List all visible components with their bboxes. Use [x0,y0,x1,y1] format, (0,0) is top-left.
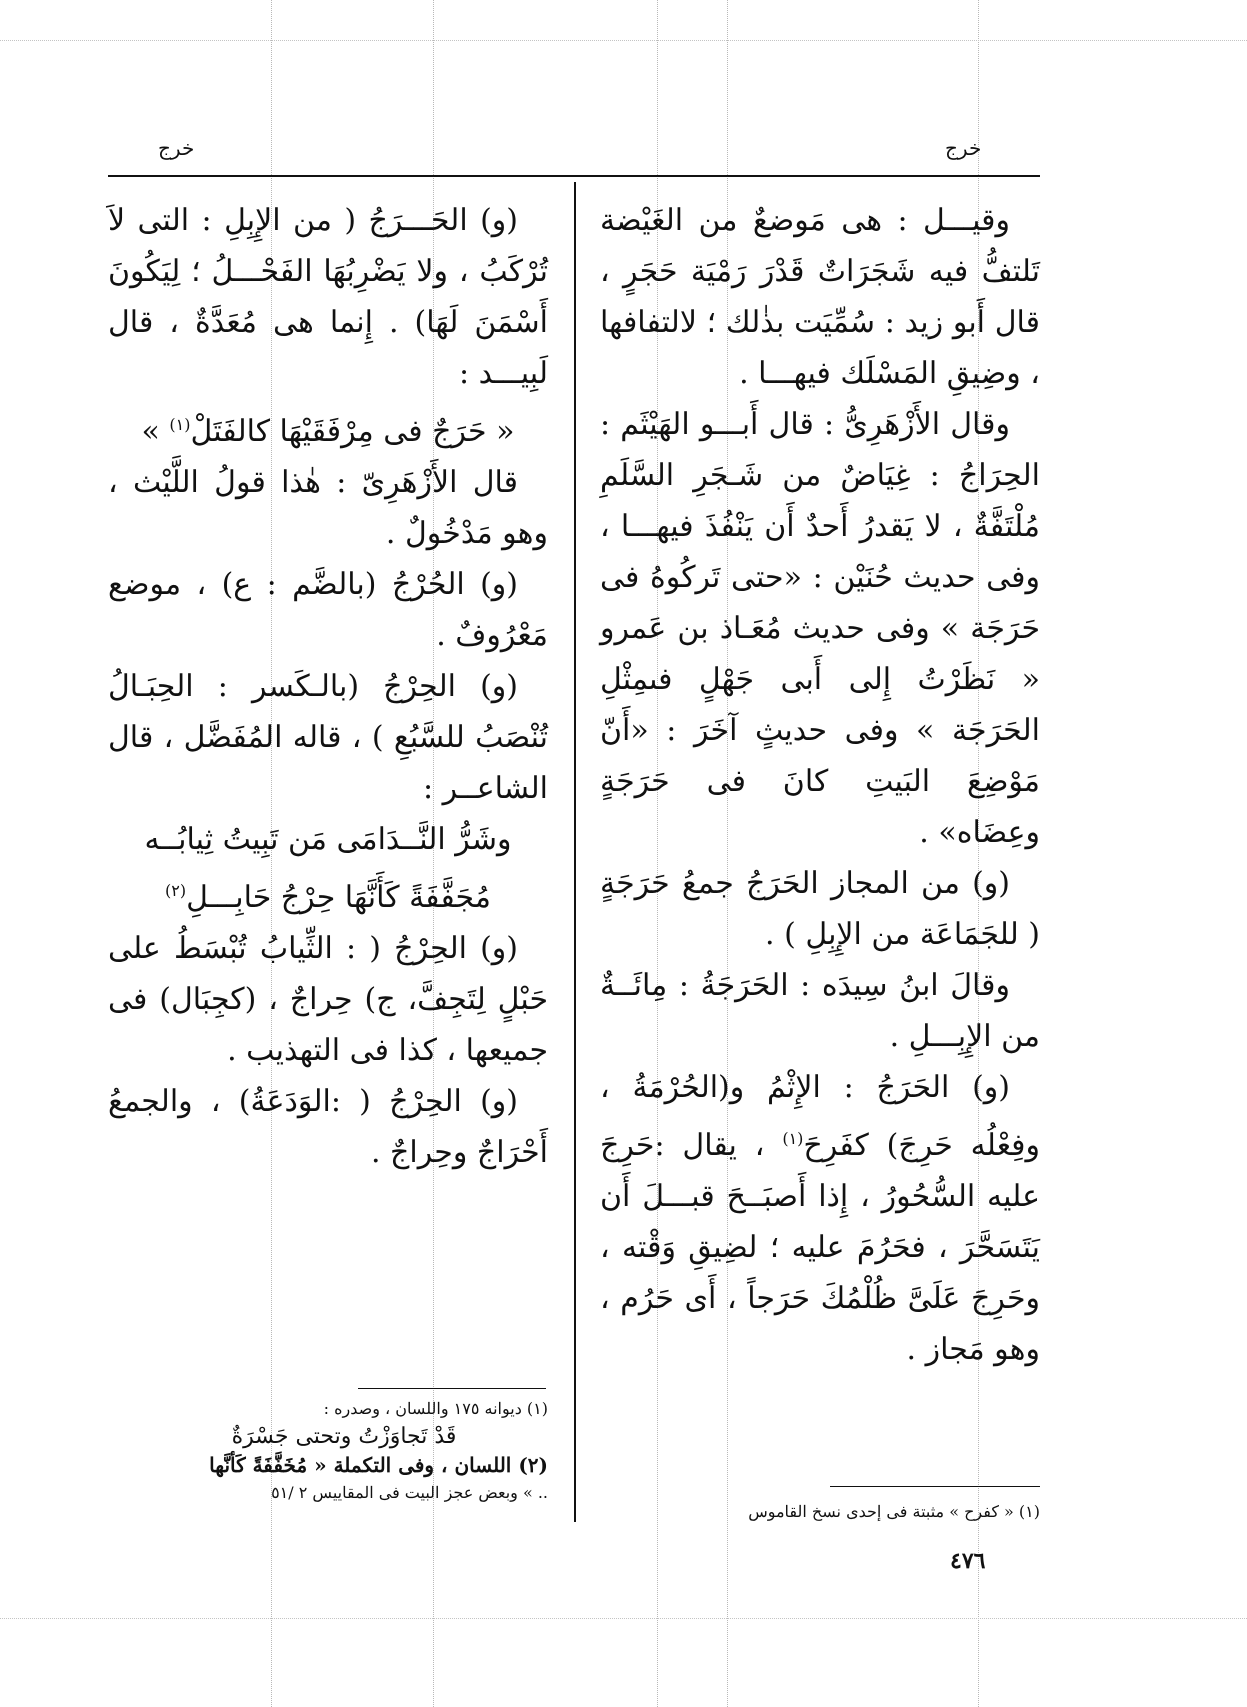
left-column [108,195,548,1178]
paragraph-part: ، يقال :حَرِجَ عليه السُّحُورُ ، إِذا أَصبَــحَ قبـــلَ أَن يَتَسَحَّرَ ، فحَرُمَ عليه ؛ لضِيقِ وَقْته ، وحَرِجَ عَلَىَّ ظُلْمُكَ حَرَجاً ، أَى حَرُم ، وهو مَجاز . [600,1128,1040,1367]
footnote: (١) « كفرح » مثبتة فى إحدى نسخ القاموس [748,1502,1040,1521]
verse-text: مُجَفَّفَةً كَأَنَّهَا حِرْجُ حَابِـــلِ [186,880,491,915]
verse-mark: » [141,414,160,449]
verse-line: وشَرُّ النَّــدَامَى مَن تَبِيتُ ثِيابُــه [144,822,512,857]
paragraph: (و) الحِرْجُ (بالـكَسر : الحِبَـالُ تُنْصَبُ للسَّبُعِ ) ، قاله المُفَضَّل ، قال الشاعــر : [108,669,548,806]
paragraph: (و) الحِرْجُ ( :الوَدَعَةُ) ، والجمعُ أَحْرَاجٌ وحِراجٌ . [108,1084,548,1170]
header-title-right: خرج [945,136,982,160]
footnote-ref: (١) [169,415,191,434]
paragraph: قال الأَزْهَرِىّ : هٰذا قولُ اللَّيْث ، وهو مَدْخُولٌ . [108,465,548,551]
verse-line [108,865,548,923]
footnote-ref: (١) [782,1129,804,1148]
header-rule [108,175,1040,177]
footnote: (١) ديوانه ١٧٥ واللسان ، وصدره : [323,1399,548,1418]
header-title-left: خرج [158,136,195,160]
verse-text: « حَرَجٌ فى مِرْفَقَيْهَا كالفَتَلْ [190,414,515,449]
footnote-rule [358,1388,546,1389]
footnote-rule [830,1486,1040,1487]
scan-guide-line [0,40,1247,41]
column-divider [574,182,576,1522]
verse-line [108,399,548,457]
paragraph: وقالَ ابنُ سِيدَه : الحَرَجَةُ : مِائَــةٌ من الإِبِـــلِ . [600,968,1040,1054]
scan-guide-line [0,1618,1247,1619]
right-column [600,195,1040,1375]
footnote: (٢) اللسان ، وفى التكملة « مُخَفَّفَةً كَأنَّها [209,1453,548,1477]
paragraph: (و) الحُرْجُ (بالضَّم : ع) ، موضع مَعْرُوفٌ . [108,567,548,653]
footnote-verse: قَدْ تَجاوَزْتُ وتحتى جَسْرَةٌ [231,1424,457,1449]
page-number: ٤٧٦ [950,1548,986,1574]
footnote-ref: (٢) [165,881,187,900]
paragraph [600,1062,1040,1375]
paragraph: (و) الحِرْجُ ( : الثِّيابُ تُبْسَطُ على حَبْلٍ لِتَجِفَّ، ج) حِراجٌ ، (كجِبَال) فى جميعها ، كذا فى التهذيب . [108,931,548,1068]
paragraph-part: (و) الحَرَجُ : الإِثْمُ و(الحُرْمَةُ ، وفِعْلُه حَرِجَ) كفَرِحَ [600,1070,1041,1163]
paragraph: وقال الأَزْهَرِىُّ : قال أَبـــو الهَيْثَم : الحِرَاجُ : غِيَاضٌ من شَـجَرِ السَّلَمِ مُلْتَفَّةٌ ، لا يَقدرُ أَحدٌ أَن يَنْفُذَ فيهـــا ، وفى حديث حُنَيْن : «حتى تَركُوهُ فى حَرَجَة » وفى حديث مُعَـاذ بن عَمرو « نَظَرْتُ إِلى أَبى جَهْلٍ فىمِثْلِ الحَرَجَة » وفى حديثٍ آخَرَ : «أَنّ مَوْضِعَ البَيتِ كانَ فى حَرَجَةٍ وعِضَاه» . [600,407,1040,850]
footnote: .. » وبعض عجز البيت فى المقاييس ٢ /٥١ [271,1483,548,1502]
paragraph: وقيـــل : هى مَوضعٌ من الغَيْضة تَلتفُّ فيه شَجَرَاتٌ قَدْرَ رَمْيَة حَجَرٍ ، قال أَبو زيد : سُمِّيَت بذٰلك ؛ لالتفافها ، وضِيقِ المَسْلَك فيهـــا . [600,203,1040,391]
left-footnotes [140,1395,548,1507]
paragraph: (و) الحَـــرَجُ ( من الإِبِلِ : التى لاَ تُرْكَبُ ، ولا يَضْرِبُهَا الفَحْـــلُ ؛ لِيَكُونَ أَسْمَنَ لَهَا) . إِنما هى مُعَدَّةٌ ، قال لَبِيـــد : [108,203,548,391]
right-footnotes [600,1498,1040,1526]
paragraph: (و) من المجاز الحَرَجُ جمعُ حَرَجَةٍ ( للجَمَاعَة من الإِبِلِ ) . [600,866,1040,952]
